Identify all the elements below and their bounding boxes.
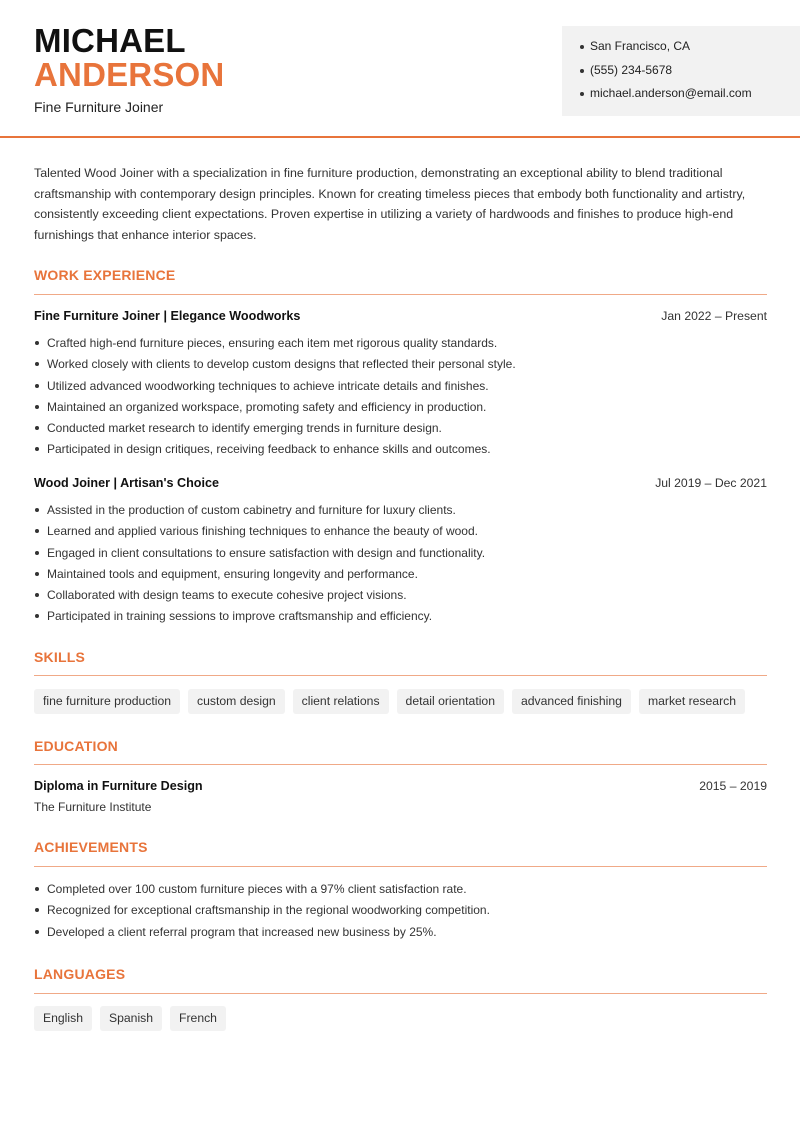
- job-role: Fine Furniture Joiner | Elegance Woodworks: [34, 309, 301, 323]
- section-title-education: EDUCATION: [34, 738, 118, 754]
- section-title-languages: LANGUAGES: [34, 966, 126, 982]
- contact-location: San Francisco, CA: [580, 38, 800, 62]
- job-role: Wood Joiner | Artisan's Choice: [34, 476, 219, 490]
- first-name: MICHAEL: [34, 22, 186, 59]
- section-title-experience: WORK EXPERIENCE: [34, 267, 176, 283]
- job-header: [34, 476, 767, 494]
- achievement-bullets: [34, 881, 767, 945]
- skill-tag: client relations: [293, 689, 389, 714]
- skill-tag: fine furniture production: [34, 689, 180, 714]
- contact-email[interactable]: michael.anderson@email.com: [580, 85, 800, 109]
- contact-phone: (555) 234-5678: [580, 62, 800, 86]
- resume-header: [0, 0, 800, 138]
- section-title-skills: SKILLS: [34, 649, 85, 665]
- list-item: Worked closely with clients to develop custom designs that reflected their personal style.: [34, 356, 767, 377]
- skill-tag: market research: [639, 689, 745, 714]
- section-divider: [34, 993, 767, 994]
- language-tag: French: [170, 1006, 226, 1031]
- list-item: Crafted high-end furniture pieces, ensuring each item met rigorous quality standards.: [34, 335, 767, 356]
- list-item: Learned and applied various finishing techniques to enhance the beauty of wood.: [34, 523, 767, 544]
- education-dates: 2015 – 2019: [699, 779, 767, 793]
- job-bullets: [34, 335, 767, 463]
- list-item: Assisted in the production of custom cabinetry and furniture for luxury clients.: [34, 502, 767, 523]
- skill-tag: detail orientation: [397, 689, 504, 714]
- language-tag: Spanish: [100, 1006, 162, 1031]
- list-item: Conducted market research to identify emerging trends in furniture design.: [34, 420, 767, 441]
- skill-tag: custom design: [188, 689, 285, 714]
- list-item: Completed over 100 custom furniture pieces with a 97% client satisfaction rate.: [34, 881, 767, 902]
- section-divider: [34, 294, 767, 295]
- list-item: Utilized advanced woodworking techniques to achieve intricate details and finishes.: [34, 378, 767, 399]
- list-item: Participated in training sessions to improve craftsmanship and efficiency.: [34, 608, 767, 629]
- languages-list: [34, 1006, 226, 1031]
- education-degree: Diploma in Furniture Design: [34, 779, 203, 793]
- job-bullets: [34, 502, 767, 630]
- job-title: Fine Furniture Joiner: [34, 99, 164, 115]
- education-school: The Furniture Institute: [34, 800, 152, 814]
- list-item: Maintained an organized workspace, promoting safety and efficiency in production.: [34, 399, 767, 420]
- education-header: [34, 779, 767, 797]
- list-item: Participated in design critiques, receiving feedback to enhance skills and outcomes.: [34, 441, 767, 462]
- job-header: [34, 309, 767, 327]
- job-dates: Jul 2019 – Dec 2021: [655, 476, 767, 490]
- last-name: ANDERSON: [34, 56, 225, 93]
- section-divider: [34, 866, 767, 867]
- list-item: Recognized for exceptional craftsmanship in the regional woodworking competition.: [34, 902, 767, 923]
- contact-box: [562, 26, 800, 116]
- list-item: Developed a client referral program that increased new business by 25%.: [34, 924, 767, 945]
- language-tag: English: [34, 1006, 92, 1031]
- job-dates: Jan 2022 – Present: [661, 309, 767, 323]
- section-divider: [34, 675, 767, 676]
- skills-list: [34, 689, 745, 714]
- list-item: Maintained tools and equipment, ensuring longevity and performance.: [34, 566, 767, 587]
- skill-tag: advanced finishing: [512, 689, 631, 714]
- section-title-achievements: ACHIEVEMENTS: [34, 839, 148, 855]
- list-item: Engaged in client consultations to ensure satisfaction with design and functionality.: [34, 545, 767, 566]
- summary-text: Talented Wood Joiner with a specialization in fine furniture production, demonstrating an exceptional ability to blend traditional craftsmanship with contemporary design principles. Known for creating timeless pieces that embody both functionality and artistry, consistently exceeding client expectations. Proven expertise in utilizing a variety of hardwoods and finishes to produce high-end furnishings that enhance interior spaces.: [34, 166, 746, 242]
- section-divider: [34, 764, 767, 765]
- list-item: Collaborated with design teams to execute cohesive project visions.: [34, 587, 767, 608]
